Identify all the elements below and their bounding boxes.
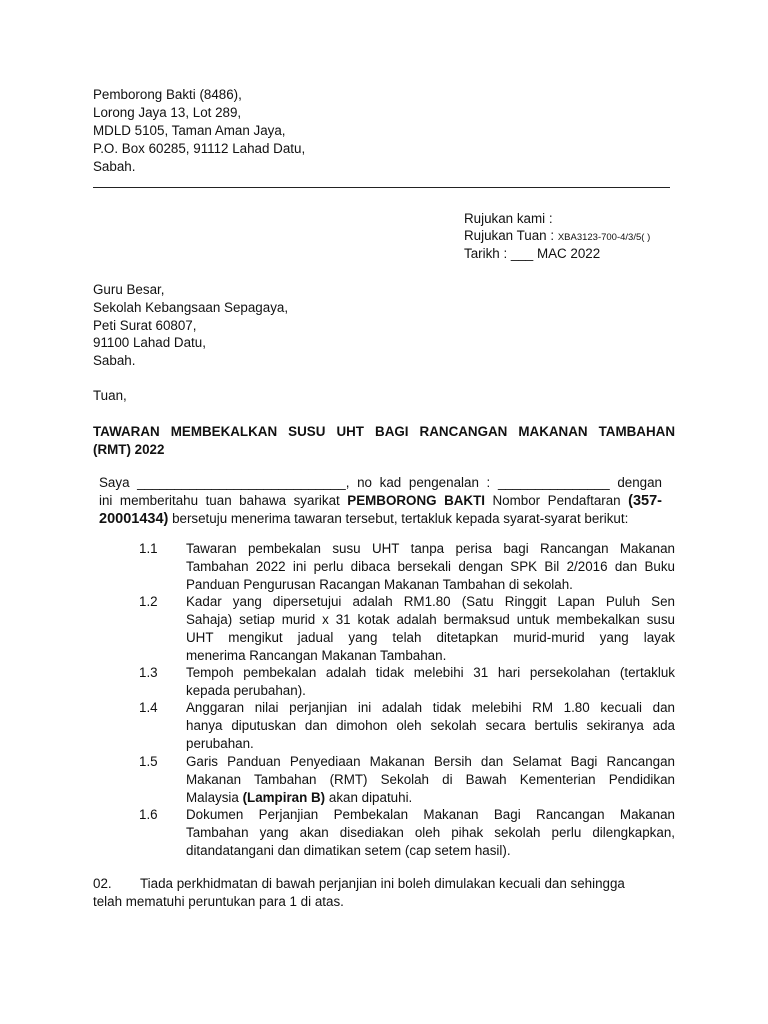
item-line: Tambahan 2022 ini perlu dibaca bersekali dengan SPK Bil 2/2016 dan Buku bbox=[186, 559, 675, 574]
item-number: 1.5 bbox=[139, 754, 158, 769]
item-line: Garis Panduan Penyediaan Makanan Bersih dan Selamat Bagi Rancangan bbox=[186, 754, 675, 769]
condition-item bbox=[186, 540, 675, 594]
intro-line-1: Saya ____________________________, no kad pengenalan : _______________ dengan bbox=[99, 475, 662, 490]
recipient-line: Sabah. bbox=[93, 353, 136, 368]
item-line: hanya diputuskan dan dimohon oleh sekolah secara bertulis sekiranya ada bbox=[186, 718, 675, 733]
item-line: ditandatangani dan dimatikan setem (cap setem hasil). bbox=[186, 843, 511, 858]
sender-line: Lorong Jaya 13, Lot 289, bbox=[93, 105, 242, 120]
sender-line: Sabah. bbox=[93, 159, 136, 174]
condition-item bbox=[186, 593, 675, 665]
intro-text: ini memberitahu tuan bahawa syarikat bbox=[99, 493, 348, 508]
recipient-line: Guru Besar, bbox=[93, 282, 165, 297]
closing-line-2: telah mematuhi peruntukan para 1 di atas. bbox=[93, 894, 344, 909]
item-line bbox=[186, 789, 675, 807]
your-reference-value: XBA3123-700-4/3/5( ) bbox=[557, 232, 651, 243]
intro-paragraph bbox=[99, 474, 662, 528]
your-reference bbox=[464, 227, 650, 247]
item-line: Panduan Pengurusan Racangan Makanan Tambahan di sekolah. bbox=[186, 577, 573, 592]
condition-item bbox=[186, 753, 675, 807]
letterhead-divider bbox=[93, 187, 670, 188]
salutation: Tuan, bbox=[93, 388, 127, 403]
item-line: Dokumen Perjanjian Pembekalan Makanan Bagi Rancangan Makanan bbox=[186, 807, 675, 822]
your-reference-label: Rujukan Tuan : bbox=[464, 228, 555, 243]
letter-title-cont: (RMT) 2022 bbox=[93, 442, 165, 457]
recipient-line: Peti Surat 60807, bbox=[93, 318, 197, 333]
registration-number-b: 20001434) bbox=[99, 511, 169, 527]
item-number: 1.2 bbox=[139, 594, 158, 609]
letter-title: TAWARAN MEMBEKALKAN SUSU UHT BAGI RANCANGAN MAKANAN TAMBAHAN bbox=[93, 424, 675, 439]
item-line: perubahan. bbox=[186, 736, 254, 751]
item-line: kepada perubahan). bbox=[186, 683, 306, 698]
appendix-reference: (Lampiran B) bbox=[242, 790, 326, 805]
item-line: UHT mengikut jadual yang telah ditetapkan murid-murid yang layak bbox=[186, 630, 675, 645]
item-text: akan dipatuhi. bbox=[325, 790, 413, 805]
intro-line-2 bbox=[99, 492, 662, 510]
item-line: menerima Rancangan Makanan Tambahan. bbox=[186, 648, 447, 663]
item-number: 1.1 bbox=[139, 541, 158, 556]
company-name: PEMBORONG BAKTI bbox=[347, 493, 485, 508]
condition-item bbox=[186, 806, 675, 860]
sender-line: P.O. Box 60285, 91112 Lahad Datu, bbox=[93, 141, 306, 156]
item-line: Sahaja) setiap murid x 31 kotak adalah bermaksud untuk membekalkan susu bbox=[186, 612, 675, 627]
item-line: Tawaran pembekalan susu UHT tanpa perisa bagi Rancangan Makanan bbox=[186, 541, 675, 556]
item-text: Malaysia bbox=[186, 790, 243, 805]
item-line: Anggaran nilai perjanjian ini adalah tidak melebihi RM 1.80 kecuali dan bbox=[186, 700, 675, 715]
item-line: Makanan Tambahan (RMT) Sekolah di Bawah Kementerian Pendidikan bbox=[186, 772, 675, 787]
recipient-line: 91100 Lahad Datu, bbox=[93, 335, 206, 350]
registration-number-a: (357- bbox=[628, 493, 662, 509]
closing-paragraph bbox=[93, 875, 659, 911]
intro-text: Nombor Pendaftaran bbox=[484, 493, 629, 508]
item-number: 1.3 bbox=[139, 665, 158, 680]
recipient-line: Sekolah Kebangsaan Sepagaya, bbox=[93, 300, 289, 315]
our-reference: Rujukan kami : bbox=[464, 211, 553, 226]
paragraph-number: 02. bbox=[93, 876, 112, 891]
sender-line: MDLD 5105, Taman Aman Jaya, bbox=[93, 123, 286, 138]
sender-line: Pemborong Bakti (8486), bbox=[93, 87, 242, 102]
condition-item bbox=[186, 664, 675, 700]
item-number: 1.6 bbox=[139, 807, 158, 822]
closing-line-1 bbox=[93, 875, 659, 893]
item-line: Tempoh pembekalan adalah tidak melebihi 31 hari persekolahan (tertakluk bbox=[186, 665, 675, 680]
intro-text: bersetuju menerima tawaran tersebut, tertakluk kepada syarat-syarat berikut: bbox=[168, 511, 629, 526]
item-line: Tambahan yang akan disediakan oleh pihak sekolah perlu dilengkapkan, bbox=[186, 825, 675, 840]
condition-item bbox=[186, 699, 675, 753]
closing-text: Tiada perkhidmatan di bawah perjanjian ini boleh dimulakan kecuali dan sehingga bbox=[140, 876, 625, 891]
intro-line-3 bbox=[99, 510, 662, 528]
letter-date: Tarikh : ___ MAC 2022 bbox=[464, 246, 601, 261]
item-number: 1.4 bbox=[139, 700, 158, 715]
item-line: Kadar yang dipersetujui adalah RM1.80 (Satu Ringgit Lapan Puluh Sen bbox=[186, 594, 675, 609]
